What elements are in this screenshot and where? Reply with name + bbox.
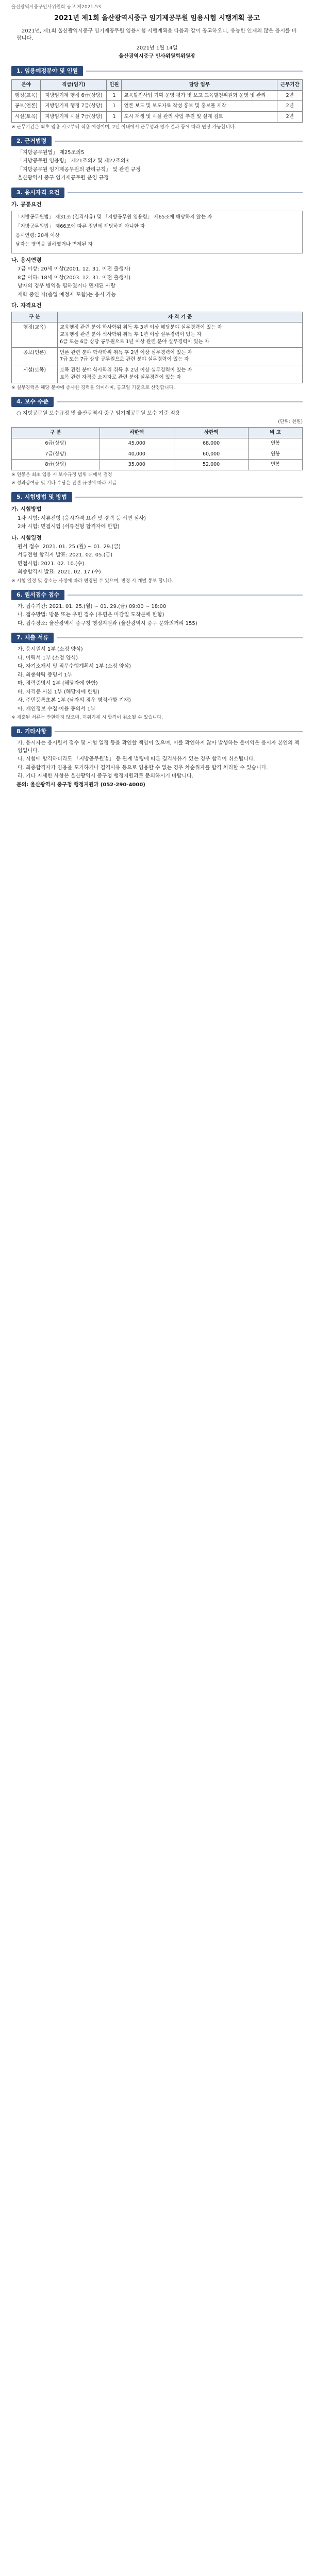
other-info-item: 다. 최종합격자가 임용을 포기하거나 결격사유 등으로 임용할 수 없는 경우 차순위자를 합격 처리할 수 있습니다. [18, 765, 268, 771]
requirement-item: 남자는 병역을 필하였거나 면제된 자 [15, 242, 93, 248]
table-header: 인원 [107, 79, 122, 90]
section-7-title: 7. 제출 서류 [11, 633, 54, 643]
schedule-item: 면접시험: 2021. 02. 10.(수) [18, 561, 85, 567]
table-note: ※ 실무경력은 해당 분야에 종사한 경력을 의미하며, 공고일 기준으로 산정합니다. [11, 385, 175, 391]
table-row [12, 347, 303, 365]
table-header: 근무기간 [277, 79, 303, 90]
subsection-title: 가. 공통요건 [11, 201, 42, 208]
qualification-table [11, 312, 303, 383]
document-item: 다. 자기소개서 및 직무수행계획서 1부 (소정 양식) [18, 664, 131, 670]
table-header: 담당 업무 [122, 79, 277, 90]
other-info-item: 가. 응시자는 응시원서 접수 및 시험 일정 등을 확인할 책임이 있으며, 이를 확인하지 않아 발생하는 불이익은 응시자 본인의 책임입니다. [18, 740, 300, 754]
divider [68, 192, 303, 193]
section-2-title: 2. 근거법령 [11, 136, 52, 146]
issuer: 울산광역시중구 인사위원회위원장 [119, 54, 195, 60]
table-cell: 연봉 [249, 449, 303, 460]
section-4-header [11, 397, 303, 407]
table-cell: 행정(교육) [12, 90, 41, 101]
divider [55, 141, 303, 142]
table-cell: 2년 [277, 90, 303, 101]
age-item: 7급 이상: 20세 이상(2001. 12. 31. 이전 출생자) [18, 266, 131, 273]
table-note: ※ 연봉은 최초 임용 시 보수규정 범위 내에서 결정 [11, 472, 112, 478]
schedule-note: ※ 시험 일정 및 장소는 사정에 따라 변경될 수 있으며, 변경 시 개별 통보 합니다. [11, 578, 174, 584]
requirement-item: 응시연령: 20세 이상 [15, 232, 60, 239]
table-cell: 시설(토목) [12, 112, 41, 123]
table-cell: 연봉 [249, 438, 303, 449]
table-header: 하한액 [100, 428, 174, 438]
subsection-title: 가. 시험방법 [11, 506, 42, 513]
divider [57, 637, 303, 638]
exam-method-item: 1차 시험: 서류전형 (응시자격 요건 및 경력 등 서면 심사) [18, 515, 146, 521]
subsection-title: 나. 시험일정 [11, 534, 42, 541]
age-list [11, 266, 303, 282]
table-cell: 연봉 [249, 460, 303, 470]
divider [68, 595, 303, 596]
table-caption: (단위: 천원) [278, 419, 303, 425]
other-info-item: 라. 기타 자세한 사항은 울산광역시 중구청 행정지원과로 문의하시기 바랍니다. [18, 773, 193, 779]
table-cell: 토목 관련 분야 학사학위 취득 후 2년 이상 실무경력이 있는 자 토목 관련 자격증 소지자로 관련 분야 실무경력이 있는 자 [58, 365, 303, 383]
section-8-title: 8. 기타사항 [11, 726, 52, 737]
divider [75, 497, 303, 498]
intro-text: 2021년, 제1회 울산광역시중구 임기제공무원 임용시험 시행계획을 다음과 같이 공고하오니, 유능한 인재의 많은 응시를 바랍니다. [16, 28, 297, 42]
table-cell: 6급(상당) [12, 438, 100, 449]
hint-item: 재학 중인 자(졸업 예정자 포함)는 응시 가능 [18, 292, 117, 298]
divider [57, 401, 303, 402]
other-info-item: 나. 시험에 합격하더라도 「지방공무원법」 등 관계 법령에 따른 결격사유가 있는 경우 합격이 취소됩니다. [18, 756, 255, 762]
document-title: 2021년 제1회 울산광역시중구 임기제공무원 임용시험 시행계획 공고 [54, 14, 260, 23]
table-cell: 45,000 [100, 438, 174, 449]
table-header: 구 분 [12, 312, 58, 323]
table-row [12, 90, 303, 101]
table-cell: 2년 [277, 101, 303, 112]
table-cell: 교육발전사업 기획 운영·평가 및 보고 교육발전위원회 운영 및 관리 [122, 90, 277, 101]
requirement-item: 「지방공무원법」 제31조 (결격사유) 및 「지방공무원 임용령」 제65조에 해당하지 않는 자 [15, 214, 212, 221]
table-cell: 공보(언론) [12, 347, 58, 365]
table-cell: 지방임기제 행정 6급(상당) [41, 90, 107, 101]
section-1-header [11, 66, 303, 76]
table-cell: 1 [107, 101, 122, 112]
age-item: 8급 이하: 18세 이상(2003. 12. 31. 이전 출생자) [18, 275, 131, 281]
table-cell: 교육행정 관련 분야 학사학위 취득 후 3년 이상 해당분야 실무경력이 있는 자 교육행정 관련 분야 석사학위 취득 후 1년 이상 실무경력이 있는 자 6급 또는 6급 상당 공무원으로 1년 이상 관련 분야 실무경력이 있는 자 [58, 323, 303, 347]
section-3-header [11, 188, 303, 198]
section-1-title: 1. 임용예정분야 및 인원 [11, 66, 83, 76]
document-item: 가. 응시원서 1부 (소정 양식) [18, 647, 83, 653]
law-item: 「지방공무원 임용령」 제21조의2 및 제22조의3 [18, 158, 129, 164]
table-cell: 1 [107, 112, 122, 123]
table-cell: 35,000 [100, 460, 174, 470]
table-cell: 언론 관련 분야 학사학위 취득 후 2년 이상 실무경력이 있는 자 7급 또는 7급 상당 공무원으로 관련 분야 실무경력이 있는 자 [58, 347, 303, 365]
section-8-header [11, 726, 303, 737]
divider [55, 731, 303, 732]
document-item: 마. 경력증명서 1부 (해당자에 한함) [18, 681, 98, 687]
subsection-title: 나. 응시연령 [11, 257, 42, 264]
table-note: ※ 근무기간은 최초 임용 시로부터 적용 예정이며, 2년 이내에서 근무성과 평가 결과 등에 따라 연장 가능합니다. [11, 124, 236, 130]
hint-item: 남자의 경우 병역을 필하였거나 면제된 사람 [18, 283, 115, 290]
salary-table [11, 427, 303, 470]
application-item: 가. 접수기간: 2021. 01. 25.(월) ~ 01. 29.(금) 09:00 ~ 18:00 [18, 603, 167, 609]
table-row [12, 460, 303, 470]
table-cell: 공보(언론) [12, 101, 41, 112]
table-header: 자 격 기 준 [58, 312, 303, 323]
hint-list [11, 283, 303, 299]
table-row [12, 101, 303, 112]
notice-number: 울산광역시중구인사위원회 공고 제2021-53 [11, 5, 101, 10]
table-row [12, 323, 303, 347]
table-header: 비 고 [249, 428, 303, 438]
section-5-title: 5. 시험방법 및 방법 [11, 492, 72, 502]
notice-date: 2021년 1월 14일 [136, 45, 178, 51]
section-5-header [11, 492, 303, 502]
schedule-item: 서류전형 합격자 발표: 2021. 02. 05.(금) [18, 552, 113, 558]
schedule-item: 원서 접수: 2021. 01. 25.(월) ~ 01. 29.(금) [18, 544, 121, 550]
table-header: 직급(임기) [41, 79, 107, 90]
table-cell: 언론 보도 및 보도자료 작성 홍보 및 홍보물 제작 [122, 101, 277, 112]
table-cell: 68,000 [174, 438, 248, 449]
law-item: 「지방공무원 임기제공무원의 관리규칙」 및 관련 규정 [18, 166, 141, 173]
table-cell: 52,000 [174, 460, 248, 470]
salary-intro: ○ 지방공무원 보수규정 및 울산광역시 중구 임기제공무원 보수 기준 적용 [16, 410, 180, 416]
section-4-title: 4. 보수 수준 [11, 397, 54, 407]
law-item: 「지방공무원법」 제25조의5 [18, 149, 85, 156]
divider [86, 71, 303, 72]
positions-table [11, 79, 303, 123]
table-row [12, 449, 303, 460]
law-item: 울산광역시 중구 임기제공무원 운영 규정 [18, 175, 109, 181]
other-info-list [11, 740, 303, 781]
table-cell: 도시 재생 및 시설 관리 사업 추진 및 설계 검토 [122, 112, 277, 123]
table-cell: 60,000 [174, 449, 248, 460]
section-6-header [11, 590, 303, 600]
documents-list [11, 646, 303, 713]
documents-note: ※ 제출된 서류는 반환하지 않으며, 허위기재 시 합격이 취소될 수 있습니다. [11, 715, 163, 721]
table-row [12, 112, 303, 123]
table-header: 분야 [12, 79, 41, 90]
table-row [12, 438, 303, 449]
application-item: 나. 접수방법: 방문 또는 우편 접수 (우편은 마감일 도착분에 한함) [18, 612, 164, 618]
exam-method-list [11, 515, 303, 531]
section-3-title: 3. 응시자격 요건 [11, 188, 64, 198]
law-list [11, 149, 303, 182]
section-7-header [11, 633, 303, 643]
table-note: ※ 성과상여금 및 기타 수당은 관련 규정에 따라 지급 [11, 481, 117, 486]
application-item: 다. 접수장소: 울산광역시 중구청 행정지원과 (울산광역시 중구 문화의거리 155) [18, 620, 197, 626]
document-item: 바. 자격증 사본 1부 (해당자에 한함) [18, 689, 100, 695]
document-item: 나. 이력서 1부 (소정 양식) [18, 655, 78, 661]
table-cell: 행정(교육) [12, 323, 58, 347]
application-list [11, 603, 303, 628]
document-item: 사. 주민등록초본 1부 (남자의 경우 병적사항 기재) [18, 698, 131, 704]
table-header: 구 분 [12, 428, 100, 438]
subsection-title: 다. 자격요건 [11, 302, 42, 309]
exam-method-item: 2차 시험: 면접시험 (서류전형 합격자에 한함) [18, 524, 120, 530]
contact-info: 문의: 울산광역시 중구청 행정지원과 (052-290-4000) [16, 782, 145, 788]
table-cell: 7급(상당) [12, 449, 100, 460]
table-cell: 2년 [277, 112, 303, 123]
table-cell: 40,000 [100, 449, 174, 460]
section-2-header [11, 136, 303, 146]
table-row [12, 365, 303, 383]
common-requirements-box [11, 211, 303, 253]
table-header: 상한액 [174, 428, 248, 438]
document-item: 아. 개인정보 수집·이용 동의서 1부 [18, 706, 96, 712]
document-item: 라. 최종학력 증명서 1부 [18, 672, 73, 678]
table-cell: 1 [107, 90, 122, 101]
table-cell: 8급(상당) [12, 460, 100, 470]
schedule-list [11, 544, 303, 577]
requirement-item: 「지방공무원법」 제66조에 따른 정년에 해당하지 아니한 자 [15, 223, 145, 229]
intro-block [11, 28, 303, 43]
table-cell: 지방임기제 시설 7급(상당) [41, 112, 107, 123]
section-6-title: 6. 원서접수 접수 [11, 590, 64, 600]
schedule-item: 최종합격자 발표: 2021. 02. 17.(수) [18, 569, 101, 575]
table-cell: 시설(토목) [12, 365, 58, 383]
table-cell: 지방임기제 행정 7급(상당) [41, 101, 107, 112]
